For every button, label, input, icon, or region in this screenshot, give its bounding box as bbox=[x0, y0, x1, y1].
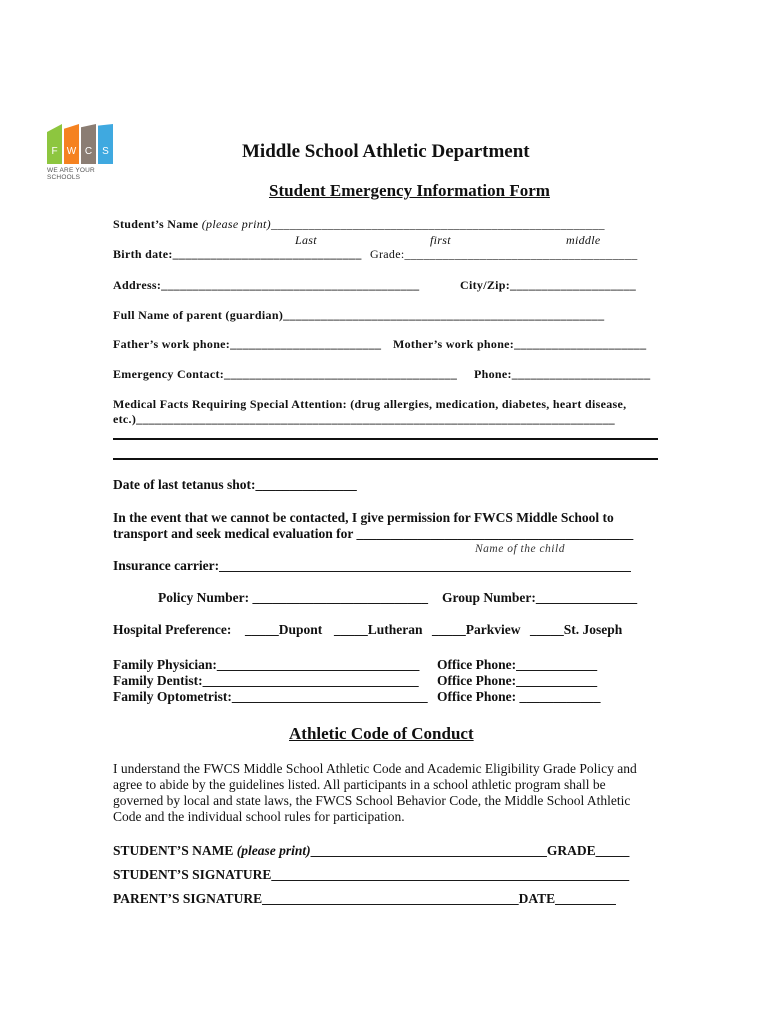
conduct-student-name-hint: (please print) bbox=[236, 843, 311, 858]
insurance-field[interactable]: Insurance carrier:_____________________________________________________________ bbox=[113, 558, 631, 573]
conduct-heading: Athletic Code of Conduct bbox=[289, 724, 474, 743]
sub-label-last: Last bbox=[295, 233, 317, 247]
medical-facts-field[interactable]: etc.)____________________________________________________________________________ bbox=[113, 412, 615, 426]
page-title: Middle School Athletic Department bbox=[242, 141, 530, 162]
parent-signature-field[interactable]: PARENT’S SIGNATURE______________________________________DATE_________ bbox=[113, 891, 616, 906]
conduct-text: I understand the FWCS Middle School Athletic Code and Academic Eligibility Grade Policy and agree to abide by the guidelines listed. All participants in a school athletic program shall be governed by local and state laws, the FWCS School Behavior Code, the Middle School Athletic Code and the individual school rules for participation. bbox=[113, 761, 637, 824]
logo-letter: C bbox=[84, 146, 93, 157]
logo-letter: F bbox=[51, 146, 58, 157]
logo-letter: S bbox=[102, 146, 109, 157]
conduct-student-name-label: STUDENT’S NAME bbox=[113, 843, 234, 858]
logo-bar-orange bbox=[64, 124, 79, 164]
fwcs-logo bbox=[47, 124, 119, 181]
logo-bar-green bbox=[47, 124, 62, 164]
physician-office-phone-field[interactable]: Office Phone:____________ bbox=[437, 657, 598, 672]
hospital-option-dupont[interactable]: _____Dupont bbox=[245, 622, 323, 637]
divider-line bbox=[113, 458, 658, 460]
dentist-office-phone-field[interactable]: Office Phone:____________ bbox=[437, 673, 598, 688]
student-name-blank: _____________________________________________________ bbox=[270, 217, 605, 231]
emergency-contact-field[interactable]: Emergency Contact:_____________________________________ bbox=[113, 367, 458, 381]
parent-name-field[interactable]: Full Name of parent (guardian)___________________________________________________ bbox=[113, 308, 605, 322]
grade-field[interactable]: Grade:_____________________________________ bbox=[370, 247, 638, 261]
hospital-option-parkview[interactable]: _____Parkview bbox=[432, 622, 521, 637]
family-physician-field[interactable]: Family Physician:______________________________ bbox=[113, 657, 420, 672]
child-name-field[interactable]: transport and seek medical evaluation for _________________________________________ bbox=[113, 526, 634, 541]
logo-tagline: WE ARE YOUR SCHOOLS bbox=[47, 167, 95, 181]
address-field[interactable]: Address:_________________________________________ bbox=[113, 278, 420, 292]
student-name-field[interactable] bbox=[113, 217, 605, 232]
sub-label-first: first bbox=[430, 233, 451, 247]
optometrist-office-phone-field[interactable]: Office Phone: ____________ bbox=[437, 689, 601, 704]
father-phone-field[interactable]: Father’s work phone:________________________ bbox=[113, 337, 382, 351]
hospital-option-st-joseph[interactable]: _____St. Joseph bbox=[530, 622, 623, 637]
divider-line bbox=[113, 438, 658, 440]
student-name-label: Student’s Name bbox=[113, 217, 199, 231]
tetanus-field[interactable]: Date of last tetanus shot:_______________ bbox=[113, 477, 357, 492]
hospital-preference-label: Hospital Preference: bbox=[113, 622, 232, 637]
emergency-phone-field[interactable]: Phone:______________________ bbox=[474, 367, 651, 381]
logo-bar-gray bbox=[81, 124, 96, 164]
family-dentist-field[interactable]: Family Dentist:________________________________ bbox=[113, 673, 419, 688]
policy-number-field[interactable]: Policy Number: __________________________ bbox=[158, 590, 428, 605]
sub-label-middle: middle bbox=[566, 233, 601, 247]
city-zip-field[interactable]: City/Zip:____________________ bbox=[460, 278, 637, 292]
permission-text: In the event that we cannot be contacted, I give permission for FWCS Middle School to bbox=[113, 510, 614, 525]
conduct-student-name-blank: ___________________________________GRADE_____ bbox=[310, 843, 630, 858]
student-name-hint: (please print) bbox=[201, 217, 271, 231]
medical-facts-label: Medical Facts Requiring Special Attention: (drug allergies, medication, diabetes, heart disease, bbox=[113, 397, 627, 411]
conduct-student-name-field[interactable] bbox=[113, 843, 629, 859]
group-number-field[interactable]: Group Number:_______________ bbox=[442, 590, 638, 605]
name-of-child-hint: Name of the child bbox=[475, 543, 565, 555]
family-optometrist-field[interactable]: Family Optometrist:_____________________________ bbox=[113, 689, 428, 704]
logo-letter: W bbox=[66, 146, 77, 157]
student-signature-field[interactable]: STUDENT’S SIGNATURE_____________________________________________________ bbox=[113, 867, 630, 882]
form-subtitle: Student Emergency Information Form bbox=[269, 181, 550, 200]
birth-date-field[interactable]: Birth date:______________________________ bbox=[113, 247, 362, 261]
mother-phone-field[interactable]: Mother’s work phone:_____________________ bbox=[393, 337, 647, 351]
hospital-option-lutheran[interactable]: _____Lutheran bbox=[334, 622, 423, 637]
logo-bar-blue bbox=[98, 124, 113, 164]
